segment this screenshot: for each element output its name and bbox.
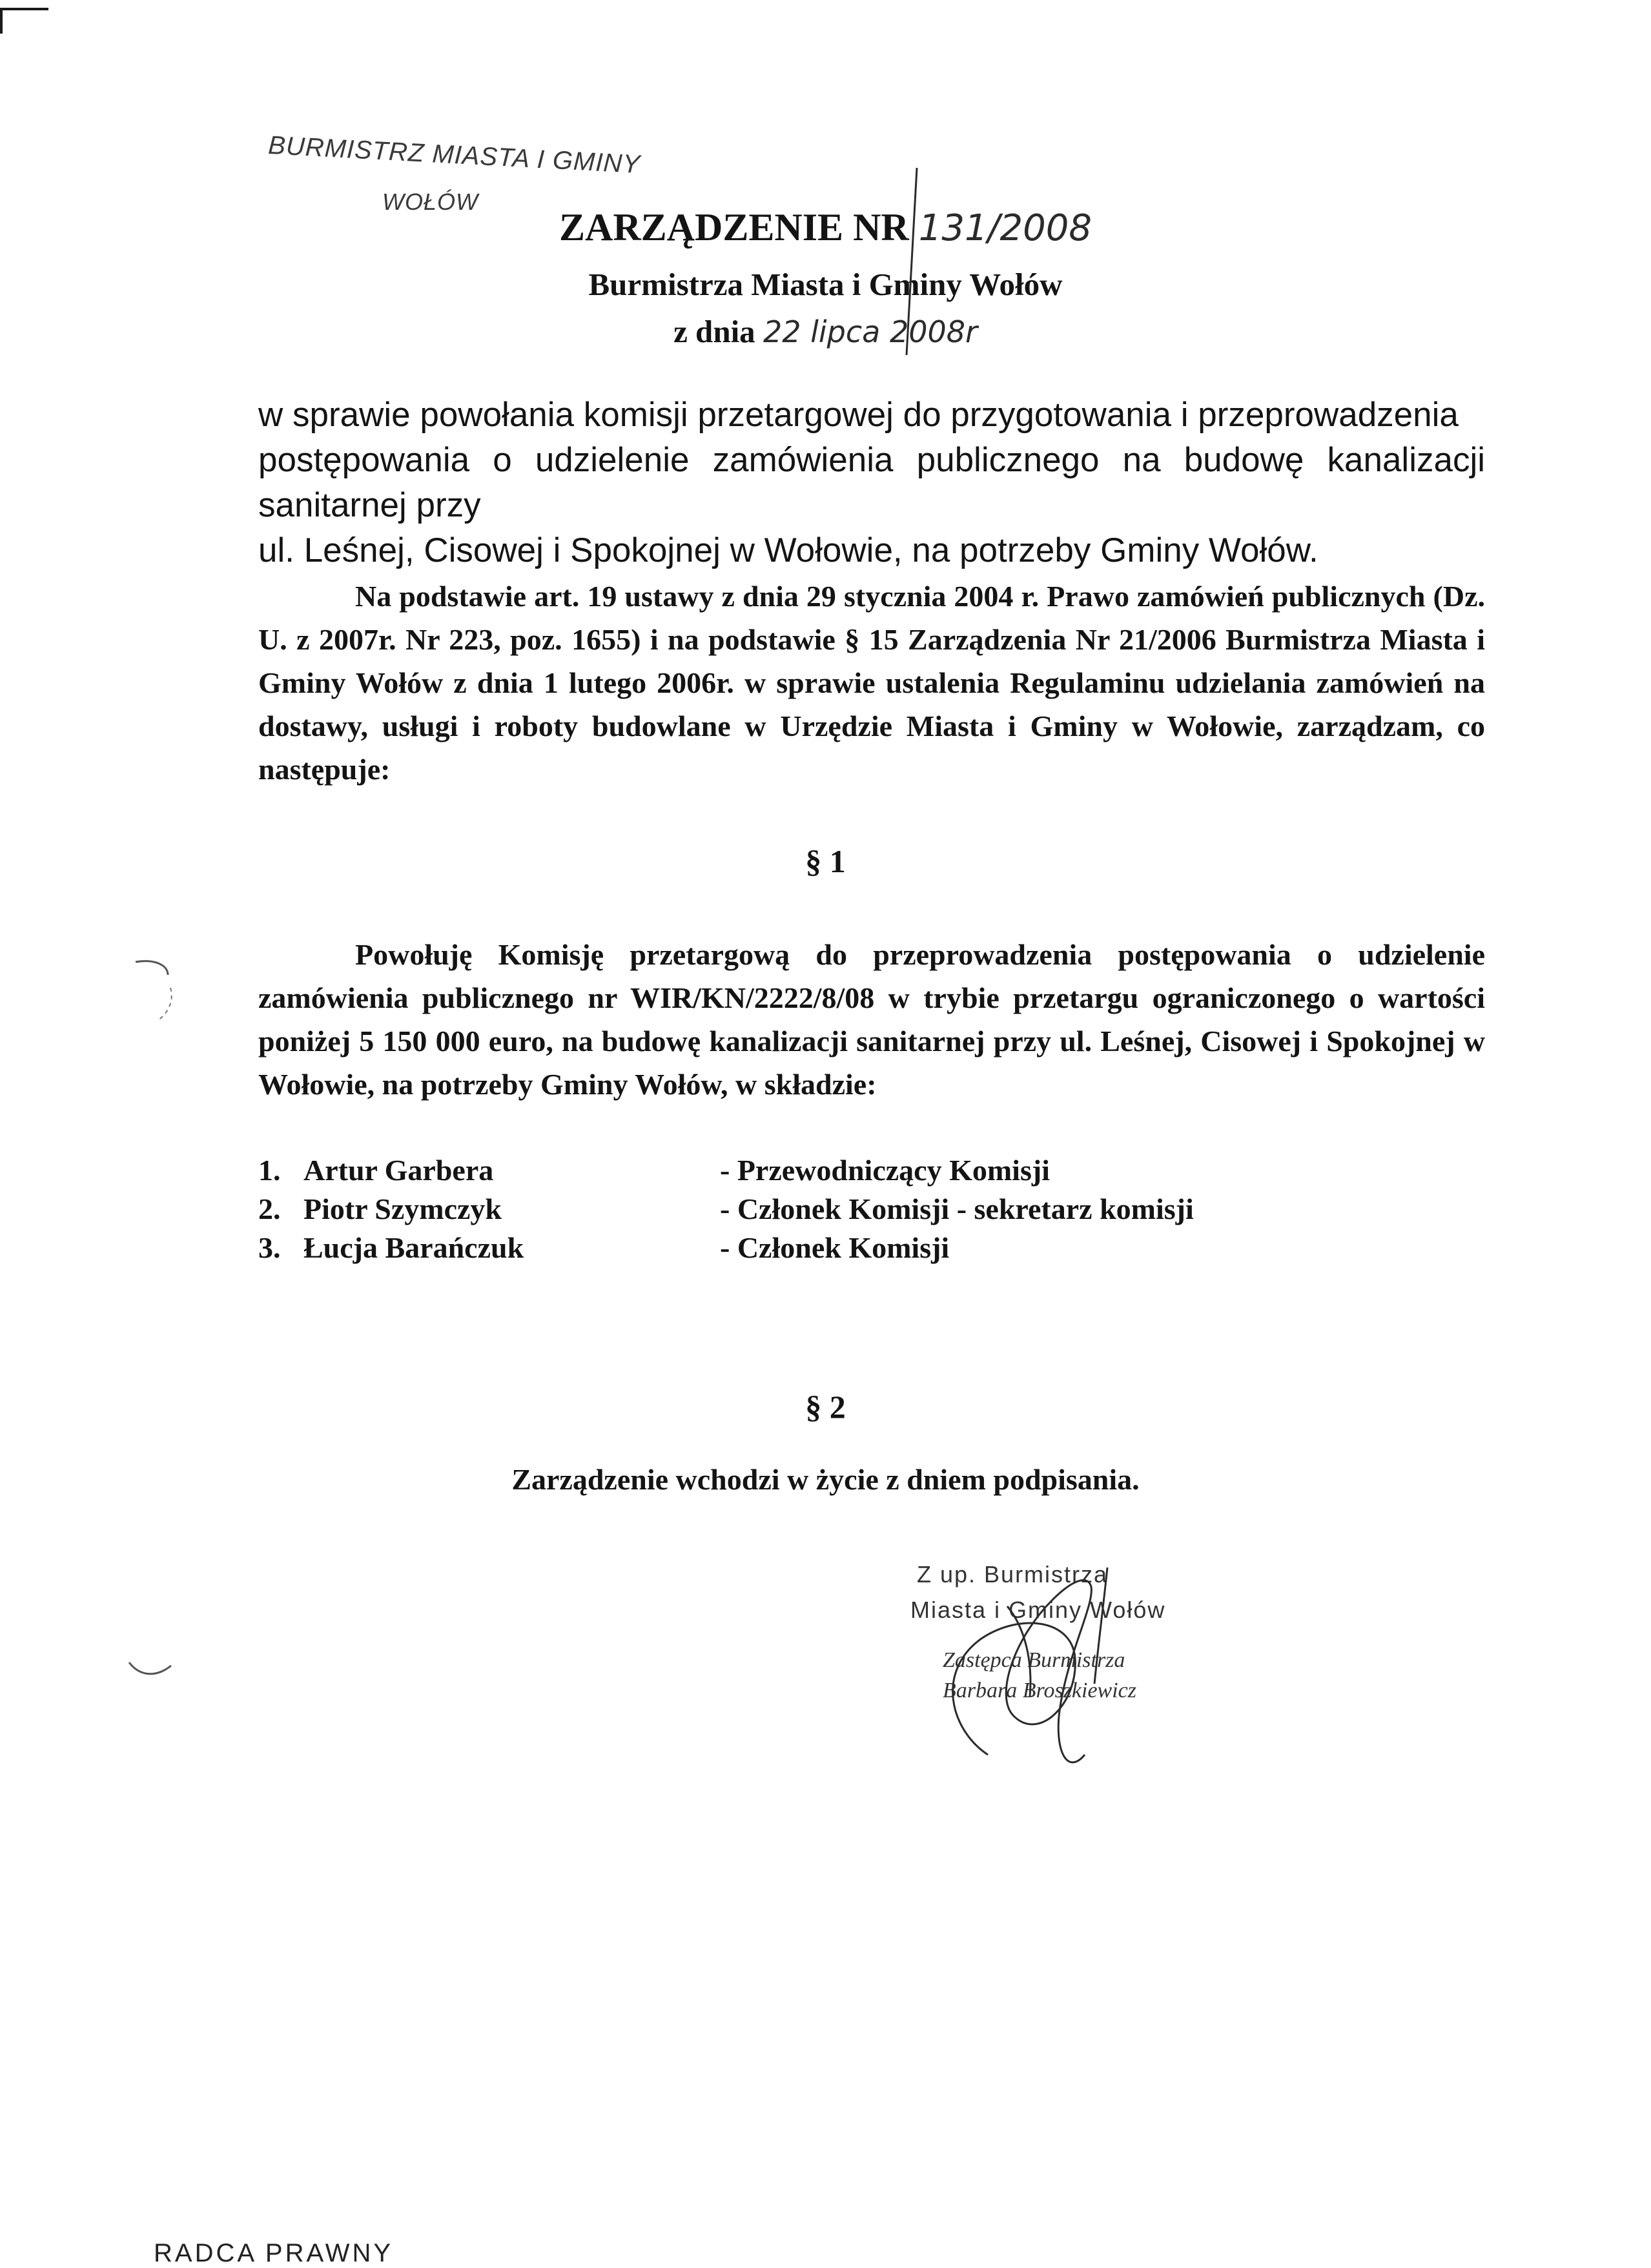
title-prefix: ZARZĄDZENIE NR	[559, 206, 909, 249]
list-item	[258, 1151, 1356, 1190]
member-role: - Przewodniczący Komisji	[720, 1154, 1050, 1187]
legal-advisor-stamp: RADCA PRAWNY	[154, 2239, 394, 2267]
handwritten-number: 131/2008	[918, 207, 1092, 249]
handwritten-signature	[910, 1561, 1246, 1793]
scan-corner-mark	[0, 8, 48, 10]
subject-line-3: ul. Leśnej, Cisowej i Spokojnej w Wołowie, na potrzeby Gminy Wołów.	[258, 531, 1318, 569]
subject-line-1: w sprawie powołania komisji przetargowej do przygotowania i przeprowadzenia	[258, 396, 1459, 434]
issue-date	[0, 313, 1651, 350]
subject-line-2: postępowania o udzielenie zamówienia publicznego na budowę kanalizacji sanitarnej przy	[258, 441, 1485, 524]
list-item	[258, 1229, 1356, 1267]
section-2-mark: § 2	[805, 1389, 846, 1425]
handwritten-date: 22 lipca 2008r	[763, 314, 978, 349]
signature-stamp-line1: Z up. Burmistrza	[917, 1561, 1109, 1588]
member-role: - Członek Komisji	[720, 1231, 950, 1264]
member-number: 2.	[258, 1192, 281, 1225]
signature-stamp-line4: Barbara Broszkiewicz	[943, 1679, 1137, 1702]
signature-stamp-line3: Zastępca Burmistrza	[943, 1648, 1125, 1672]
signature-stamp	[910, 1561, 1246, 1793]
document-title	[0, 205, 1651, 250]
member-number: 1.	[258, 1154, 281, 1187]
subject-paragraph	[258, 393, 1485, 573]
legal-basis-paragraph: Na podstawie art. 19 ustawy z dnia 29 stycznia 2004 r. Prawo zamówień publicznych (Dz. U. z 2007r. Nr 223, poz. 1655) i na podstawie § 15 Zarządzenia Nr 21/2006 Burmistrza Miasta i Gminy Wołów z dnia 1 lutego 2006r. w sprawie ustalenia Regulaminu udzielania zamówień na dostawy, usługi i roboty budowlane w Urzędzie Miasta i Gminy w Wołowie, zarządzam, co następuje:	[258, 580, 1485, 786]
margin-hole-mark-lower	[126, 1656, 178, 1688]
date-prefix: z dnia	[673, 314, 755, 349]
member-role: - Członek Komisji - sekretarz komisji	[720, 1192, 1194, 1225]
member-name: Łucja Barańczuk	[303, 1231, 524, 1264]
member-name: Artur Garbera	[303, 1154, 494, 1187]
list-item	[258, 1190, 1356, 1229]
committee-members-list	[258, 1151, 1356, 1267]
office-stamp-line2: WOŁÓW	[382, 189, 478, 215]
pen-stroke-mark	[891, 161, 930, 362]
signature-stamp-line2: Miasta i Gminy Wołów	[910, 1597, 1166, 1623]
issuing-authority: Burmistrza Miasta i Gminy Wołów	[588, 267, 1063, 302]
section-1-text: Powołuję Komisję przetargową do przeprowadzenia postępowania o udzielenie zamówienia publicznego nr WIR/KN/2222/8/08 w trybie przetargu ograniczonego o wartości poniżej 5 150 000 euro, na budowę kanalizacji sanitarnej przy ul. Leśnej, Cisowej i Spokojnej w Wołowie, na potrzeby Gminy Wołów, w składzie:	[258, 938, 1485, 1101]
section-1-mark: § 1	[805, 843, 846, 879]
member-name: Piotr Szymczyk	[303, 1192, 502, 1225]
office-stamp-line1: BURMISTRZ MIASTA I GMINY	[267, 130, 642, 179]
margin-hole-mark	[123, 955, 181, 1033]
scan-corner-mark-vertical	[0, 8, 3, 34]
section-2-text: Zarządzenie wchodzi w życie z dniem podpisania.	[511, 1463, 1140, 1496]
member-number: 3.	[258, 1231, 281, 1264]
